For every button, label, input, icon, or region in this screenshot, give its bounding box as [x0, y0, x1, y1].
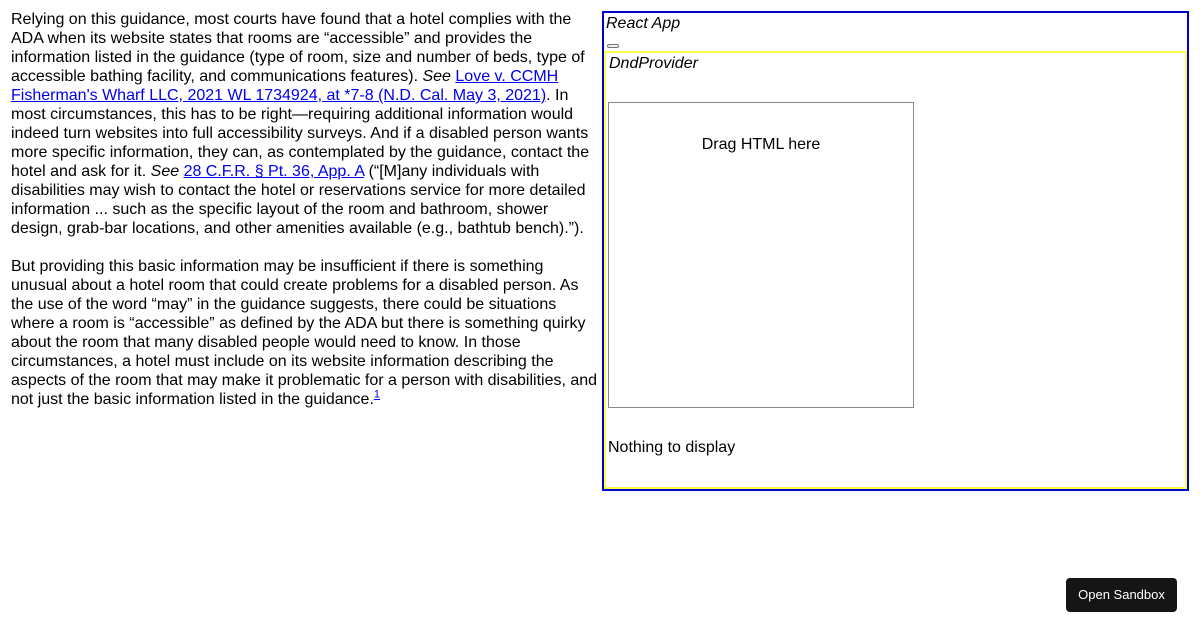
article-text [11, 10, 603, 428]
paragraph-text: But providing this basic information may be insufficient if there is something unusual about a hotel room that could create problems for a disabled person. As the use of the word “may” in the guidance suggests, there could be situations where a room is “accessible” as defined by the ADA but there is something quirky about the room that many disabled people would need to know. In those circumstances, a hotel must include on its website information describing the aspects of the room that may make it problematic for a person with disabilities, and not just the basic information listed in the guidance. [11, 258, 598, 408]
love-v-ccmh-link[interactable]: Love v. CCMH Fisherman's Wharf LLC, 2021 WL 1734924, at *7-8 (N.D. Cal. May 3, 2021) [11, 68, 559, 104]
signal-see: See [150, 163, 180, 180]
drop-zone-label: Drag HTML here [701, 136, 821, 153]
react-app-title: React App [606, 15, 681, 32]
paragraph-2 [11, 257, 603, 409]
empty-state-message: Nothing to display [608, 439, 736, 456]
paragraph-text: . In most circumstances, this has to be right—requiring additional information would indeed turn websites into full accessibility surveys. And if a disabled person wants more specific information, they can, as contemplated by the guidance, contact the hotel and ask for it. [11, 87, 590, 180]
signal-see: See [422, 68, 451, 85]
react-app-container [602, 11, 1189, 491]
html-drop-zone[interactable] [608, 102, 914, 408]
footnote-link[interactable]: 1 [373, 388, 381, 401]
paragraph-text: Relying on this guidance, most courts have found that a hotel complies with the ADA when its website states that rooms are “accessible” and provides the information listed in the guidance (type of room, size and number of beds, type of accessible bathing facility, and communications features). [11, 11, 585, 85]
cfr-citation-link[interactable]: 28 C.F.R. § Pt. 36, App. A [183, 163, 365, 180]
paragraph-text: (“[M]any individuals with disabilities may wish to contact the hotel or reservations service for more detailed information ... such as the specific layout of the room and bathroom, shower design, grab-bar locations, and other amenities available (e.g., bathtub bench).”). [11, 163, 586, 237]
paragraph-1 [11, 10, 603, 238]
dnd-provider-title: DndProvider [609, 55, 698, 72]
app-button[interactable] [607, 44, 619, 48]
dnd-provider-container [604, 51, 1187, 489]
open-sandbox-button[interactable]: Open Sandbox [1066, 578, 1177, 612]
